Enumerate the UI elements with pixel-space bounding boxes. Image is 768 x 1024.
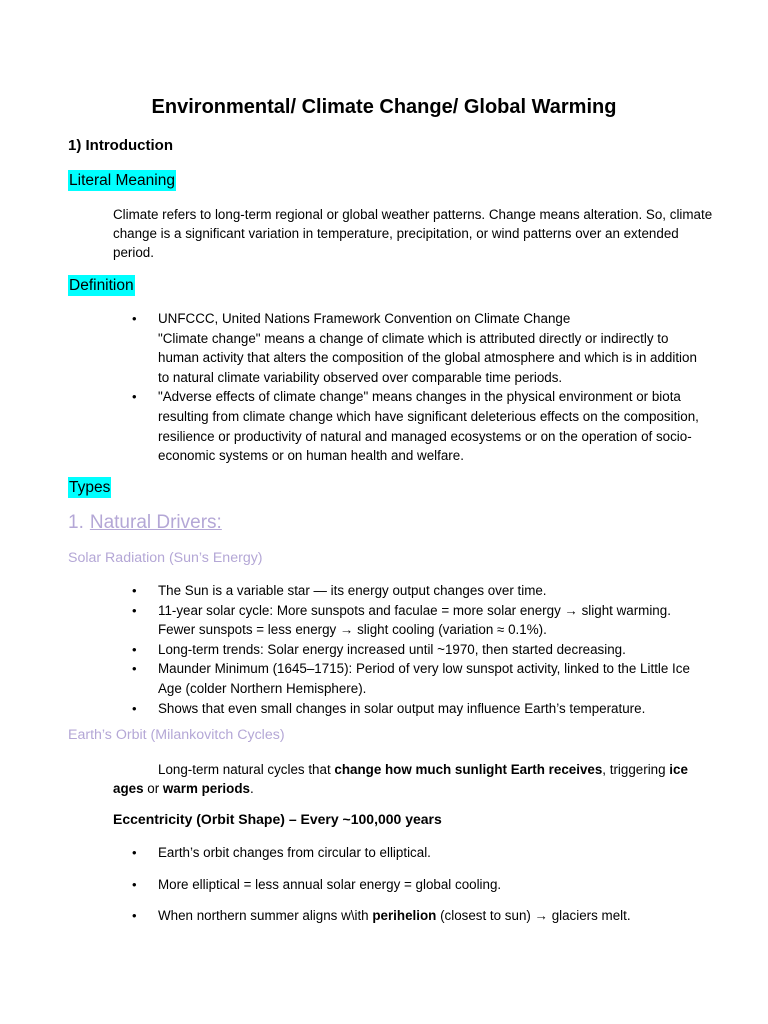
natural-drivers-title: Natural Drivers: [89, 512, 222, 533]
bullet-icon: • [132, 845, 137, 860]
bullet-icon: • [132, 602, 137, 618]
eccentricity-item-text: (closest to sun) → glaciers melt. [436, 908, 631, 924]
orbit-bold-text: ice ages [113, 762, 688, 796]
page-title: Environmental/ Climate Change/ Global Warming [151, 96, 617, 118]
solar-item-text: Maunder Minimum (1645–1715): Period of very low sunspot activity, linked to the Little Ice Age (colder Northern Hemisphere). [158, 661, 690, 696]
bullet-icon: • [132, 661, 137, 677]
bullet-icon: • [132, 908, 137, 924]
list-item [113, 387, 705, 465]
list-item [113, 601, 705, 640]
eccentricity-item-text: When northern summer aligns w\ith [158, 908, 373, 924]
solar-item-text: 11-year solar cycle: More sunspots and faculae = more solar energy → slight warming. Fewer sunspots = less energy → slight cooling (variation ≈ 0.1%). [158, 602, 671, 638]
orbit-text: Long-term natural cycles that [158, 762, 335, 777]
natural-drivers-heading [68, 512, 222, 534]
bullet-icon: • [132, 700, 137, 716]
literal-meaning-heading: Literal Meaning [69, 172, 175, 189]
list-item [113, 843, 705, 863]
solar-item-text: Long-term trends: Solar energy increased until ~1970, then started decreasing. [158, 641, 626, 657]
list-item [113, 640, 705, 660]
definition-item-text: "Adverse effects of climate change" means changes in the physical environment or biota resulting from climate change which have significant deleterious effects on the composition, resilience or productivity of natural and managed ecosystems or on the operation of socio-economic systems or on human health and welfare. [158, 389, 699, 464]
list-item [113, 581, 705, 601]
introduction-heading: 1) Introduction [68, 137, 173, 154]
orbit-text: or [143, 781, 163, 796]
eccentricity-heading: Eccentricity (Orbit Shape) – Every ~100,000 years [113, 811, 442, 827]
list-item [113, 875, 705, 895]
orbit-bold-text: warm periods [162, 781, 250, 796]
types-heading: Types [69, 479, 111, 496]
eccentricity-item-text: More elliptical = less annual solar energy = global cooling. [158, 876, 502, 892]
perihelion-text: perihelion [372, 908, 437, 924]
list-item [113, 699, 705, 719]
section-number: 1. [68, 512, 84, 533]
list-item [113, 659, 705, 698]
bullet-icon: • [132, 311, 137, 326]
bullet-icon: • [132, 583, 137, 598]
list-item [113, 309, 705, 387]
solar-item-text: Shows that even small changes in solar output may influence Earth’s temperature. [158, 700, 646, 716]
bullet-icon: • [132, 389, 137, 405]
literal-meaning-text: Climate refers to long-term regional or global weather patterns. Change means alteration. So, climate change is a significant variation in temperature, precipitation, or wind patterns over an extended period. [113, 207, 713, 260]
solar-radiation-list [113, 581, 705, 718]
definition-list [113, 309, 705, 466]
solar-radiation-heading: Solar Radiation (Sun’s Energy) [68, 550, 263, 566]
definition-heading: Definition [69, 277, 134, 294]
list-item [113, 906, 705, 926]
bullet-icon: • [132, 876, 137, 892]
definition-item-text: UNFCCC, United Nations Framework Convention on Climate Change "Climate change" means a change of climate which is attributed directly or indirectly to human activity that alters the composition of the global atmosphere and which is in addition to natural climate variability observed over comparable time periods. [158, 311, 697, 385]
orbit-text: , triggering [602, 762, 670, 777]
bullet-icon: • [132, 641, 137, 657]
orbit-bold-text: change how much sunlight Earth receives [334, 762, 603, 777]
earth-orbit-heading: Earth’s Orbit (Milankovitch Cycles) [68, 727, 285, 743]
earth-orbit-intro [113, 760, 703, 798]
eccentricity-item-text: Earth’s orbit changes from circular to elliptical. [158, 845, 431, 860]
solar-item-text: The Sun is a variable star — its energy output changes over time. [158, 583, 547, 598]
eccentricity-list [113, 843, 705, 938]
orbit-text: . [249, 781, 254, 796]
